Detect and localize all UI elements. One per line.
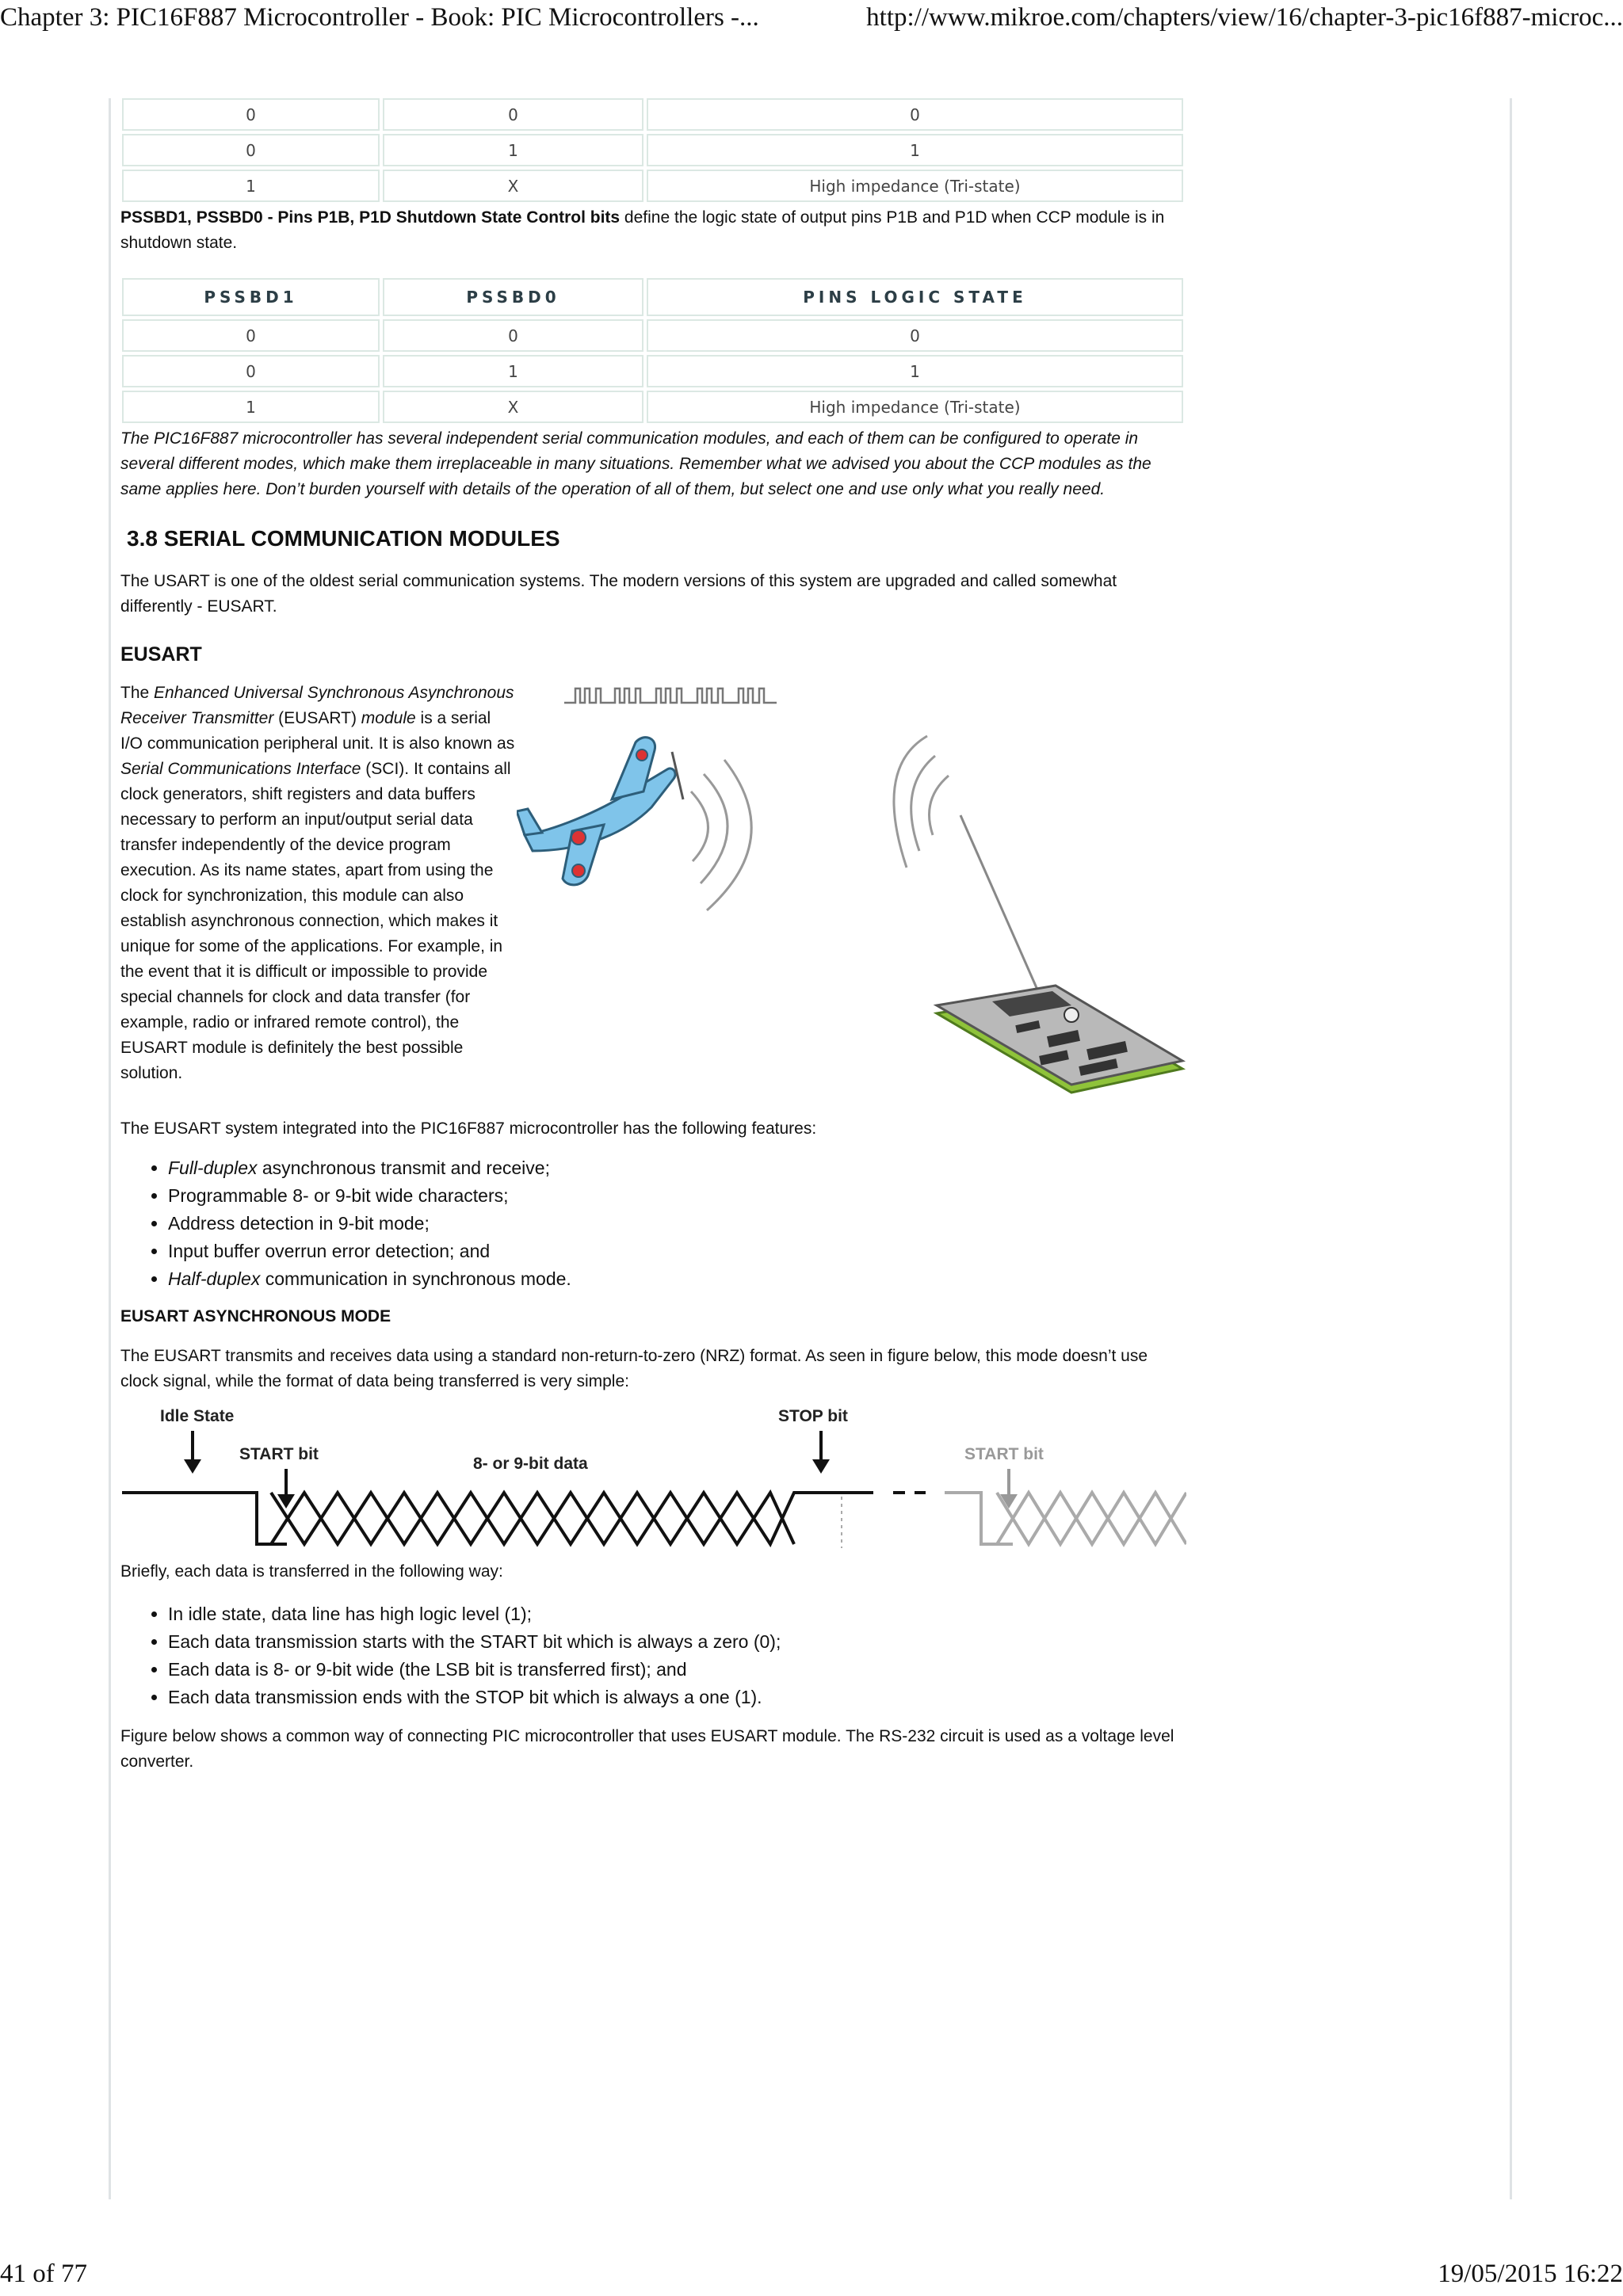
steps-list [120,1600,1186,1711]
column-header: PINS LOGIC STATE [647,278,1183,316]
table-cell: High impedance (Tri-state) [647,170,1183,202]
text-run: Enhanced Universal Synchronous Asynchronous Receiver Transmitter [120,684,514,727]
print-footer [0,2260,1623,2296]
next-start-bit-label: START bit [964,1445,1044,1463]
eusart-description [120,681,517,1086]
start-bit-label: START bit [239,1445,319,1463]
bits-table-1 [119,95,1186,205]
text-run: Full-duplex [168,1158,258,1178]
page-url: http://www.mikroe.com/chapters/view/16/chapter-3-pic16f887-microc... [866,3,1623,32]
pssbd-term: PSSBD1, PSSBD0 - Pins P1B, P1D Shutdown State Control bits [120,208,621,227]
table-cell: 0 [122,98,380,131]
table-cell: 1 [122,391,380,423]
table-cell: 0 [647,319,1183,352]
print-datetime: 19/05/2015 16:22 [1438,2260,1623,2288]
radio-waves-icon [691,760,751,910]
table-header-row [122,278,1183,316]
briefly-paragraph: Briefly, each data is transferred in the following way: [120,1562,503,1581]
features-intro: The EUSART system integrated into the PIC16F887 microcontroller has the following features: [120,1119,817,1138]
features-list [120,1154,1186,1293]
data-bits-label: 8- or 9-bit data [473,1455,588,1473]
table-row [122,391,1183,423]
next-frame-waveform [945,1493,1186,1544]
eusart-heading: EUSART [120,643,202,666]
column-header: PSSBD0 [383,278,643,316]
bits-table-2 [119,275,1186,426]
list-item [168,1182,1186,1210]
nrz-timing-diagram [120,1398,1186,1556]
text-run: Half-duplex [168,1268,261,1289]
table-cell: X [383,170,643,202]
list-item: • Each data transmission ends with the STOP bit which is always a one (1). [168,1684,1186,1711]
table-row [122,134,1183,166]
table-cell: 0 [122,134,380,166]
closing-paragraph: Figure below shows a common way of connecting PIC microcontroller that uses EUSART module. The RS-232 circuit is used as a voltage level converter. [120,1727,1174,1771]
article-content [120,95,1186,1775]
text-run: is a serial I/O communication peripheral unit. It is also known as [120,709,515,753]
eusart-illustration [517,681,1198,1100]
table-cell: High impedance (Tri-state) [647,391,1183,423]
section-heading: 3.8 SERIAL COMMUNICATION MODULES [127,526,560,551]
async-description: The EUSART transmits and receives data using a standard non-return-to-zero (NRZ) format. As seen in figure below, this mode doesn’t use clock signal, while the format of data being transferred is very simple: [120,1347,1148,1390]
list-item [168,1238,1186,1265]
arrow-down-icon [184,1459,201,1474]
list-item: • In idle state, data line has high logic level (1); [168,1600,1186,1628]
list-item [168,1154,1186,1182]
text-run: module [361,709,416,727]
table-cell: 0 [647,98,1183,131]
list-item: • Each data transmission starts with the START bit which is always a zero (0); [168,1628,1186,1656]
eusart-block [120,681,1186,1100]
table-row [122,98,1183,131]
content-left-border [109,98,111,2199]
table-cell: X [383,391,643,423]
table-cell: 1 [647,355,1183,387]
content-right-border [1510,98,1512,2199]
idle-state-label: Idle State [160,1407,235,1425]
table-cell: 1 [383,134,643,166]
page-number: 41 of 77 [0,2260,87,2288]
pulse-train-icon [564,688,777,703]
table-cell: 0 [122,355,380,387]
section-intro: The USART is one of the oldest serial communication systems. The modern versions of this system are upgraded and called somewhat differently - EUSART. [120,572,1117,616]
receiver-board-icon [937,986,1182,1093]
table-cell: 0 [383,98,643,131]
text-run: Serial Communications Interface [120,760,361,778]
pssbd-text: define the logic state of output pins P1B and P1D when CCP module is in shutdown state. [120,208,1165,252]
list-item [168,1265,1186,1293]
table-cell: 0 [122,319,380,352]
list-item [168,1210,1186,1238]
table-cell: 1 [383,355,643,387]
text-run: Input buffer overrun error detection; and [168,1241,491,1261]
table-cell: 1 [647,134,1183,166]
page-title: Chapter 3: PIC16F887 Microcontroller - Book: PIC Microcontrollers -... [0,3,759,32]
text-run: Programmable 8- or 9-bit wide characters; [168,1185,509,1206]
table-cell: 1 [122,170,380,202]
pssbd-description [120,205,1186,256]
text-run: asynchronous transmit and receive; [257,1158,550,1178]
text-run: Address detection in 9-bit mode; [168,1213,430,1234]
table-cell: 0 [383,319,643,352]
nrz-waveform [122,1493,926,1544]
arrow-down-icon [812,1459,830,1474]
table-row [122,170,1183,202]
note-paragraph: The PIC16F887 microcontroller has several independent serial communication modules, and each of them can be configured to operate in several different modes, which make them irreplaceable in many situations. Remember what we advised you about the CCP modules as the same applies here. Don’t burden yourself with details of the operation of all of them, but select one and use only what you really need. [120,429,1151,498]
text-run: communication in synchronous mode. [260,1268,571,1289]
table-row [122,355,1183,387]
text-run: (EUSART) [273,709,361,727]
async-heading: EUSART ASYNCHRONOUS MODE [120,1307,391,1325]
column-header: PSSBD1 [122,278,380,316]
text-run: (SCI). It contains all clock generators, shift registers and data buffers necessary to perform an input/output serial data transfer independently of the device program execution. As its name states, apart from using the clock for synchronization, this module can also establish asynchronous connection, which makes it unique for some of the applications. For example, in the event that it is difficult or impossible to provide special channels for clock and data transfer (for example, radio or infrared remote control), the EUSART module is definitely the best possible solution. [120,760,511,1082]
antenna [960,815,1046,1009]
table-row [122,319,1183,352]
text-run: The [120,684,155,702]
print-header [0,3,1623,40]
stop-bit-label: STOP bit [778,1407,848,1425]
airplane-icon [517,738,683,885]
list-item: • Each data is 8- or 9-bit wide (the LSB bit is transferred first); and [168,1656,1186,1684]
receiver-waves-icon [894,736,949,868]
